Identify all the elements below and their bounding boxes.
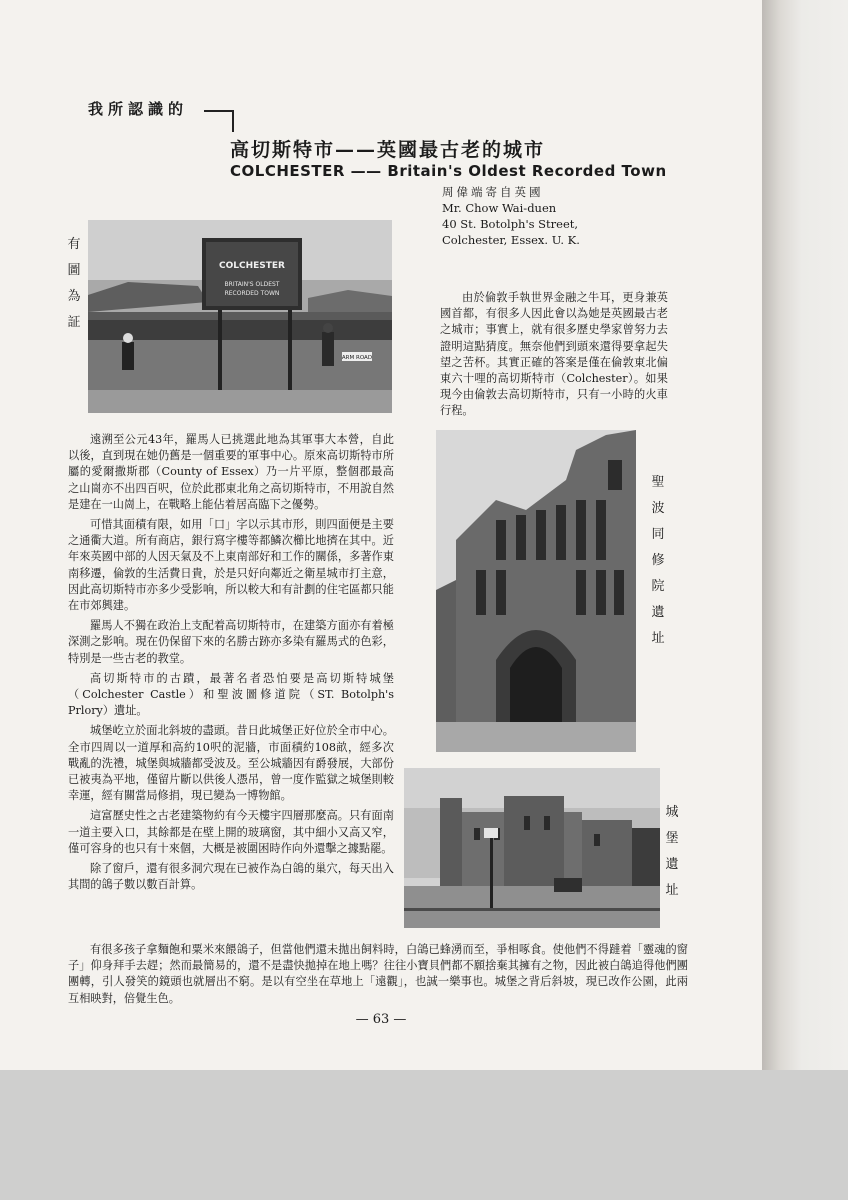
paragraph-5: 城堡屹立於面北斜坡的盡頭。昔日此城堡正好位於全市中心。全市四周以一道厚和高約10呎的泥牆，市面積約108畝，經多次戰亂的洗禮，城堡與城牆都受波及。至公城牆因有爵發展，大部份已被夷為平地，僅留片斷以供後人憑吊，曾一度作監獄之城堡則較幸運，經有關當局修捐，現已變為一博物館。 [68, 724, 394, 803]
series-rule-vertical [232, 110, 234, 132]
scan-background [0, 1070, 848, 1200]
sign-photo [88, 220, 392, 413]
page-edge-shadow [762, 0, 848, 1070]
body-left-column [68, 432, 394, 897]
closing-paragraph [68, 942, 688, 1011]
paragraph-7: 除了窗戶，還有很多洞穴現在已被作為白鴿的巢穴，每天出入其間的鴿子數以數百計算。 [68, 862, 394, 892]
paragraph-1: 遠溯至公元43年，羅馬人已挑選此地為其軍事大本營，自此以後，直到現在她仍舊是一個重要的軍事中心。原來高切斯特市所屬的愛爾撒斯郡（County of Essex）乃一片平原，整個郡最高之山崗亦不出四百呎，位於此郡東北角之高切斯特市，不用說自然是建在一山崗上，在戰略上能佔着居高臨下之優勢。 [68, 433, 394, 511]
author-chinese: 周偉端寄自英國 [442, 185, 544, 199]
sign-title: COLCHESTER [219, 261, 285, 271]
page-number: — 63 — [355, 1012, 407, 1027]
priory-photo-image [436, 430, 636, 752]
series-label: 我所認識的 [88, 100, 189, 118]
series-rule [204, 110, 234, 112]
paragraph-2: 可惜其面積有限，如用「口」字以示其市形，則四面便是主要之通衢大道。所有商店，銀行寫字樓等都鱗次櫛比地擠在其中。近年來英國中部的人因天氣及不上東南部好和工作的關係，多著作東南移遷，倫敦的生活費日貴，於是只好向鄰近之衛星城市打主意，因此高切斯特市亦多少受影响，所以較大和有計劃的住宅區都只能在市郊興建。 [68, 518, 394, 613]
sign-line-recorded: RECORDED TOWN [224, 290, 280, 297]
castle-photo-image [404, 768, 660, 928]
author-name: Mr. Chow Wai-duen [442, 201, 557, 215]
paragraph-8: 有很多孩子拿麵飽和粟米來餵鴿子，但當他們還未拋出飼料時，白鴿已蜂湧而至，爭相啄食。使他們不得躂着「靈魂的窗子」仰身拜手去趕；然而最簡易的，還不是盡快拋掉在地上嗎？往往小寶貝們都不願捨棄其擁有之物，因此被白鴿追得他們團團轉，引人發笑的鏡頭也就層出不窮。是以有空坐在草地上「遠觀」，也誠一樂事也。城堡之背后斜坡，現已改作公園，此兩互相映對，倍覺生色。 [68, 943, 688, 1005]
sign-line-oldest: BRITAIN'S OLDEST [224, 281, 280, 288]
sign-photo-caption: 有圖為証 [67, 237, 81, 330]
title-chinese: 高切斯特市——英國最古老的城市 [230, 139, 546, 161]
intro-text: 由於倫敦手執世界金融之牛耳，更身兼英國首都，有很多人因此會以為她是英國最古老之城市；事實上，就有很多歷史學家曾努力去證明這點猜度。無奈他們到頭來還得要拿起失望之苦杯。其實正確的答案是僅在倫敦東北偏東六十哩的高切斯特市（Colchester）。如果現今由倫敦去高切斯特市，只有一小時的火車行程。 [440, 291, 668, 418]
author-block [442, 184, 580, 248]
title-english: COLCHESTER —— Britain's Oldest Recorded Town [230, 162, 667, 180]
paragraph-3: 羅馬人不獨在政治上支配着高切斯特市，在建築方面亦有着極深測之影响。現在仍保留下來的名勝古跡亦多染有羅馬式的色彩，特別是一些古老的教堂。 [68, 619, 394, 665]
castle-photo [404, 768, 660, 928]
castle-photo-caption: 城堡遺址 [665, 805, 679, 898]
paragraph-4: 高切斯特市的古蹟，最著名者恐怕要是高切斯特城堡（Colchester Castle）和聖波圖修道院（ST. Botolph's Prlory）遺址。 [68, 671, 394, 718]
author-street: 40 St. Botolph's Street, [442, 217, 579, 231]
intro-paragraph [440, 290, 668, 424]
road-sign: ARM ROAD [341, 355, 373, 361]
author-city: Colchester, Essex. U. K. [442, 233, 580, 247]
priory-photo [436, 430, 636, 752]
priory-photo-caption: 聖波同修院遺址 [651, 475, 665, 646]
paragraph-6: 這富歷史性之古老建築物約有今天樓宇四層那麼高。只有面南一道主要入口，其餘都是在壁上開的玻璃窗，其中細小又高又窄，僅可容身的也只有十來個，大概是被圍困時作向外還擊之據點罷。 [68, 809, 394, 855]
sign-photo-image [88, 220, 392, 413]
